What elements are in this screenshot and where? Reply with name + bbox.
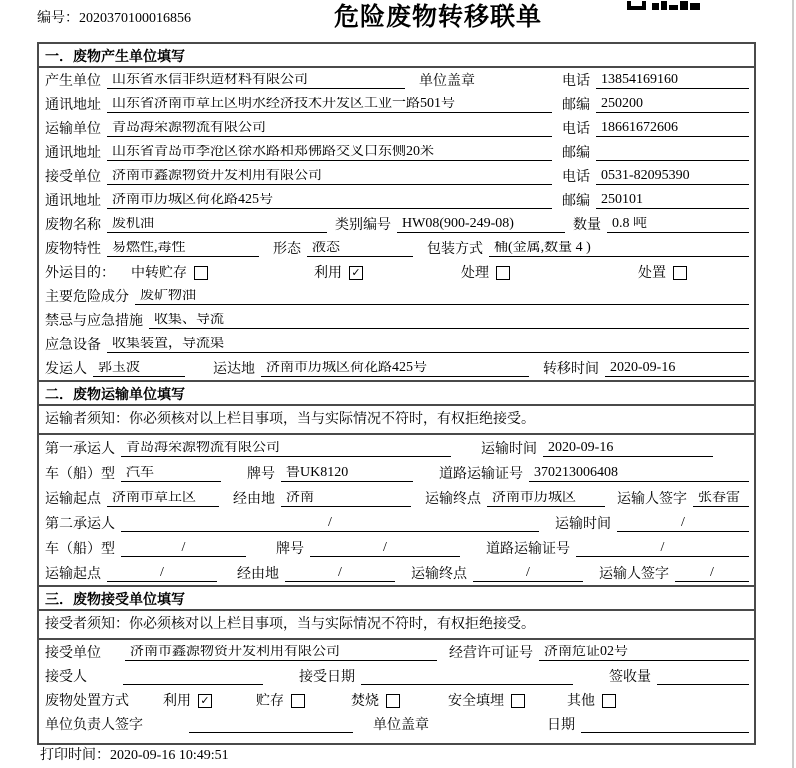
received-amount-value	[657, 683, 749, 685]
waste-name-value: 废机油	[107, 217, 327, 233]
carrier-signature2-value: /	[675, 566, 749, 582]
manifest-form	[37, 42, 756, 745]
section-transporter-header: 二．废物运输单位填写	[39, 382, 754, 406]
business-license-value: 济南危证02号	[539, 645, 749, 661]
vehicle-type-value: 汽车	[121, 466, 221, 482]
road-permit2-value: /	[576, 541, 749, 557]
waste-category-value: HW08(900-249-08)	[397, 217, 565, 233]
transporter-phone-value: 18661672606	[596, 121, 749, 137]
disposal-storage-checkbox	[291, 694, 305, 708]
waste-form-value: 液态	[307, 241, 413, 257]
waste-form-label: 形态	[273, 242, 301, 257]
purpose-dispose-label: 处置	[638, 266, 666, 281]
transport-date-value: 2020-09-16	[543, 441, 713, 457]
carrier-signature-value: 张春雷	[693, 491, 749, 507]
via-place2-label: 经由地	[237, 567, 279, 582]
first-carrier-value: 青岛海荣源物流有限公司	[121, 441, 451, 457]
transfer-date-label: 转移时间	[543, 362, 599, 377]
vehicle-type2-label: 车（船）型	[45, 542, 115, 557]
packing-method-value: 桶(金属,数量 4 )	[489, 241, 749, 257]
disposal-incinerate-label: 焚烧	[351, 694, 379, 709]
form-row	[39, 356, 754, 380]
section-transporter	[39, 380, 754, 585]
form-row	[39, 640, 754, 664]
transporter-unit-label: 运输单位	[45, 122, 101, 137]
page-edge-line	[792, 0, 794, 768]
carrier-signature-label: 运输人签字	[617, 492, 687, 507]
disposal-utilize-label: 利用	[163, 694, 191, 709]
receiver-zip-value: 250101	[596, 193, 749, 209]
responsible-signature-value	[189, 731, 353, 733]
outbound-purpose-label: 外运目的：	[45, 266, 115, 281]
emergency-equipment-label: 应急设备	[45, 338, 101, 353]
accept-date-label: 接受日期	[299, 670, 355, 685]
form-row	[39, 332, 754, 356]
receiver-address-value: 济南市历城区荷花路425号	[107, 193, 552, 209]
form-row	[39, 460, 754, 485]
form-row	[39, 116, 754, 140]
serial-label: 编号：	[37, 11, 79, 26]
transport-end-value: 济南市历城区	[487, 491, 605, 507]
receiver-notice: 接受者须知：你必须核对以上栏目事项，当与实际情况不符时，有权拒绝接受。	[39, 611, 754, 640]
waste-character-label: 废物特性	[45, 242, 101, 257]
producer-address-value: 山东省济南市章丘区明水经济技术开发区工业一路501号	[107, 97, 552, 113]
purpose-utilize-label: 利用	[314, 266, 342, 281]
producer-phone-label: 电话	[562, 74, 590, 89]
taboo-measures-label: 禁忌与应急措施	[45, 314, 143, 329]
transport-origin-label: 运输起点	[45, 492, 101, 507]
disposal-incinerate-checkbox	[386, 694, 400, 708]
form-row	[39, 164, 754, 188]
transport-date2-label: 运输时间	[555, 517, 611, 532]
form-row	[39, 560, 754, 585]
purpose-transfer-storage-checkbox	[194, 266, 208, 280]
via-place2-value: /	[285, 566, 395, 582]
form-row	[39, 688, 754, 712]
unit-seal-label: 单位盖章	[419, 74, 475, 89]
plate-number2-value: /	[310, 541, 460, 557]
business-license-label: 经营许可证号	[449, 646, 533, 661]
waste-quantity-label: 数量	[573, 218, 601, 233]
destination-value: 济南市历城区荷花路425号	[261, 361, 529, 377]
road-permit-value: 370213006408	[529, 466, 749, 482]
transporter-unit-value: 青岛海荣源物流有限公司	[107, 121, 552, 137]
section-producer-header: 一．废物产生单位填写	[39, 44, 754, 68]
print-time-line	[40, 749, 229, 763]
waste-quantity-value: 0.8 吨	[607, 217, 749, 233]
transport-end2-label: 运输终点	[411, 567, 467, 582]
destination-label: 运达地	[213, 362, 255, 377]
packing-method-label: 包装方式	[427, 242, 483, 257]
main-hazard-label: 主要危险成分	[45, 290, 129, 305]
purpose-transfer-storage-label: 中转贮存	[131, 266, 187, 281]
seal-date-label: 日期	[547, 718, 575, 733]
section-receiver	[39, 585, 754, 736]
qr-code-fragment	[627, 0, 701, 9]
second-carrier-label: 第二承运人	[45, 517, 115, 532]
transporter-address-value: 山东省青岛市李沧区徐水路和郑佛路交叉口东侧20米	[107, 145, 552, 161]
form-row	[39, 712, 754, 736]
form-row	[39, 308, 754, 332]
plate-number2-label: 牌号	[276, 542, 304, 557]
form-row	[39, 664, 754, 688]
receiver-unit-value: 济南市鑫源物资开发利用有限公司	[107, 169, 552, 185]
serial-value: 2020370100016856	[79, 11, 191, 26]
form-row	[39, 485, 754, 510]
transporter-phone-label: 电话	[562, 122, 590, 137]
via-place-value: 济南	[281, 491, 411, 507]
purpose-treat-label: 处理	[461, 266, 489, 281]
form-row	[39, 236, 754, 260]
consignor-value: 郭玉波	[93, 361, 185, 377]
transporter-zip-value	[596, 159, 749, 161]
via-place-label: 经由地	[233, 492, 275, 507]
accept-person-label: 接受人	[45, 670, 87, 685]
road-permit2-label: 道路运输证号	[486, 542, 570, 557]
transport-origin2-label: 运输起点	[45, 567, 101, 582]
receiver-zip-label: 邮编	[562, 194, 590, 209]
waste-name-label: 废物名称	[45, 218, 101, 233]
purpose-treat-checkbox	[496, 266, 510, 280]
vehicle-type2-value: /	[121, 541, 246, 557]
disposal-landfill-label: 安全填埋	[448, 694, 504, 709]
transport-origin-value: 济南市章丘区	[107, 491, 219, 507]
form-row	[39, 510, 754, 535]
first-carrier-label: 第一承运人	[45, 442, 115, 457]
seal-date-value	[581, 731, 749, 733]
transporter-zip-label: 邮编	[562, 146, 590, 161]
transporter-notice: 运输者须知：你必须核对以上栏目事项，当与实际情况不符时，有权拒绝接受。	[39, 406, 754, 435]
disposal-landfill-checkbox	[511, 694, 525, 708]
disposal-method-label: 废物处置方式	[45, 694, 129, 709]
waste-character-value: 易燃性,毒性	[107, 241, 259, 257]
transport-end-label: 运输终点	[425, 492, 481, 507]
form-row	[39, 92, 754, 116]
purpose-dispose-checkbox	[673, 266, 687, 280]
producer-zip-value: 250200	[596, 97, 749, 113]
disposal-utilize-checkbox: ✓	[198, 694, 212, 708]
form-row	[39, 435, 754, 460]
disposal-other-checkbox	[602, 694, 616, 708]
vehicle-type-label: 车（船）型	[45, 467, 115, 482]
emergency-equipment-value: 收集装置，导流渠	[107, 337, 749, 353]
section-producer	[39, 44, 754, 380]
waste-category-label: 类别编号	[335, 218, 391, 233]
form-row	[39, 140, 754, 164]
disposal-other-label: 其他	[567, 694, 595, 709]
form-row	[39, 188, 754, 212]
producer-phone-value: 13854169160	[596, 73, 749, 89]
receiver-unit-label: 接受单位	[45, 170, 101, 185]
transport-date-label: 运输时间	[481, 442, 537, 457]
unit-seal2-label: 单位盖章	[373, 718, 429, 733]
producer-unit-label: 产生单位	[45, 74, 101, 89]
accept-person-value	[123, 683, 263, 685]
transfer-date-value: 2020-09-16	[605, 361, 749, 377]
consignor-label: 发运人	[45, 362, 87, 377]
plate-number-value: 鲁UK8120	[281, 466, 413, 482]
road-permit-label: 道路运输证号	[439, 467, 523, 482]
page-title: 危险废物转移联单	[333, 3, 542, 31]
accept-date-value	[361, 683, 573, 685]
received-amount-label: 签收量	[609, 670, 651, 685]
form-row	[39, 535, 754, 560]
producer-unit-value: 山东省永信非织造材料有限公司	[107, 73, 405, 89]
carrier-signature2-label: 运输人签字	[599, 567, 669, 582]
producer-zip-label: 邮编	[562, 98, 590, 113]
transport-date2-value: /	[617, 516, 749, 532]
responsible-signature-label: 单位负责人签字	[45, 718, 143, 733]
accept-unit-label: 接受单位	[45, 646, 101, 661]
transport-origin2-value: /	[107, 566, 217, 582]
taboo-measures-value: 收集、导流	[149, 313, 749, 329]
disposal-storage-label: 贮存	[256, 694, 284, 709]
print-time-label: 打印时间：	[40, 748, 110, 763]
section-receiver-header: 三．废物接受单位填写	[39, 587, 754, 611]
form-row	[39, 260, 754, 284]
receiver-phone-value: 0531-82095390	[596, 169, 749, 185]
transport-end2-value: /	[473, 566, 583, 582]
purpose-utilize-checkbox: ✓	[349, 266, 363, 280]
print-time-value: 2020-09-16 10:49:51	[110, 748, 229, 763]
receiver-address-label: 通讯地址	[45, 194, 101, 209]
second-carrier-value: /	[121, 516, 539, 532]
form-row	[39, 284, 754, 308]
accept-unit-value: 济南市鑫源物资开发利用有限公司	[125, 645, 437, 661]
transporter-address-label: 通讯地址	[45, 146, 101, 161]
plate-number-label: 牌号	[247, 467, 275, 482]
form-row	[39, 68, 754, 92]
receiver-phone-label: 电话	[562, 170, 590, 185]
main-hazard-value: 废矿物油	[135, 289, 749, 305]
producer-address-label: 通讯地址	[45, 98, 101, 113]
form-row	[39, 212, 754, 236]
